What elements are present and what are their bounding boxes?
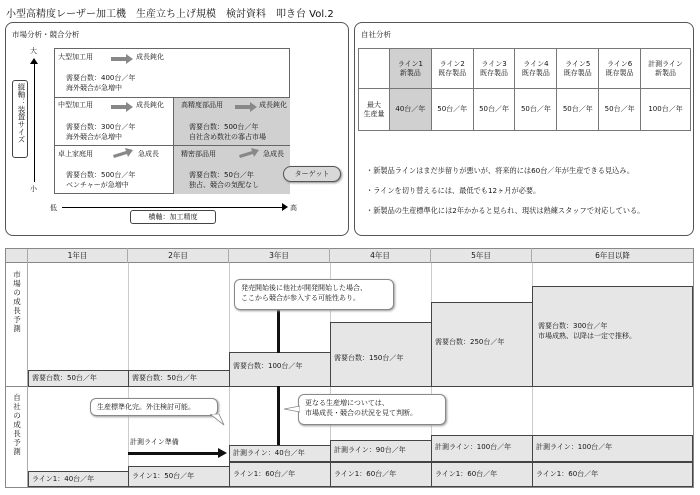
axis-x-arrow — [62, 207, 284, 208]
bubble-further-increase: 更なる生産増については、 市場成長・競合の状況を見て判断。 — [298, 394, 446, 425]
cell-high-precision-trend: 成長鈍化 — [259, 101, 287, 109]
self-note-1: ・新製品ラインはまだ歩留りが悪いが、将来的には60台／年が生産できる見込み。 — [366, 166, 635, 175]
cell-high-precision-note: 自社含め数社の寡占市場 — [189, 133, 266, 141]
prep-arrowhead — [218, 448, 227, 458]
line1-bar-year5: ライン1：60台／年 — [431, 462, 533, 487]
axis-x-arrowhead — [282, 203, 288, 211]
cell-medium-trend: 成長鈍化 — [136, 101, 164, 109]
cell-precision-name: 精密部品用 — [181, 150, 216, 158]
table-header: 計測ライン 新製品 — [641, 49, 691, 89]
table-cell: 50台／年 — [515, 89, 557, 131]
bubble-standardization: 生産標準化完。外注検討可能。 — [90, 398, 218, 416]
cell-large-demand: 需要台数：400台／年 — [66, 74, 136, 82]
demand-bar-year6: 需要台数：300台／年 市場成熟、以降は一定で推移。 — [532, 286, 693, 387]
table-row-label: 最大 生産量 — [359, 89, 390, 131]
line-capacity-table — [358, 48, 691, 131]
prep-label: 計測ライン準備 — [130, 438, 179, 446]
self-panel-label: 自社分析 — [361, 30, 391, 39]
self-note-2: ・ラインを切り替えるには、最低でも12ヶ月が必要。 — [366, 186, 541, 195]
table-cell: 50台／年 — [599, 89, 641, 131]
demand-bar-year1: 需要台数：50台／年 — [28, 370, 129, 387]
page-title: 小型高精度レーザー加工機 生産立ち上げ規模 検討資料 叩き台 Vol.2 — [6, 9, 334, 20]
line1-bar-year1: ライン1：40台／年 — [28, 471, 129, 487]
demand-bar-year3: 需要台数：100台／年 — [229, 352, 331, 387]
arrow-growth-icon — [238, 146, 260, 158]
production-decision-line — [277, 386, 280, 446]
bubble-tail — [210, 414, 226, 426]
cell-precision-note: 独占、競合の気配なし — [189, 181, 259, 189]
cell-large-name: 大型加工用 — [58, 53, 93, 61]
keisoku-bar-year3: 計測ライン：40台／年 — [229, 445, 331, 462]
target-label: ターゲット — [294, 170, 330, 178]
market-panel-label: 市場分析・競合分析 — [12, 30, 80, 39]
table-header: ライン4 既存製品 — [515, 49, 557, 89]
arrow-slow-icon — [110, 100, 134, 112]
cell-desktop-name: 卓上家庭用 — [58, 150, 93, 158]
year-header: 1年目 — [28, 248, 128, 263]
arrow-slow-icon — [234, 100, 258, 112]
cell-high-precision-name: 高精度部品用 — [181, 101, 223, 109]
table-corner — [359, 49, 390, 89]
arrow-growth-icon — [112, 146, 134, 158]
year-header: 4年目 — [330, 248, 431, 263]
year-header: 6年目以降 — [595, 251, 630, 260]
keisoku-bar-year5: 計測ライン：100台／年 — [431, 435, 533, 462]
line1-bar-year4: ライン1：60台／年 — [330, 462, 432, 487]
demand-bar-year2: 需要台数：50台／年 — [128, 370, 230, 387]
competition-entry-line — [277, 310, 280, 353]
bubble-competitor-entry: 発売開始後に他社が開発開始した場合、 ここから競合が参入する可能性あり。 — [234, 279, 394, 310]
arrow-slow-icon — [110, 52, 134, 64]
table-cell: 50台／年 — [473, 89, 515, 131]
axis-y-arrowhead — [30, 58, 38, 64]
table-cell: 50台／年 — [557, 89, 599, 131]
year-header: 2年目 — [128, 248, 229, 263]
cell-desktop-note: ベンチャーが急増中 — [66, 181, 129, 189]
cell-medium-name: 中型加工用 — [58, 101, 93, 109]
table-cell: 40台／年 — [389, 89, 431, 131]
cell-large-note: 海外競合が急増中 — [66, 84, 122, 92]
year-header: 5年目 — [431, 248, 532, 263]
cell-precision-demand: 需要台数：50台／年 — [189, 171, 254, 179]
demand-bar-year4: 需要台数：150台／年 — [330, 322, 432, 387]
keisoku-bar-year4: 計測ライン：90台／年 — [330, 440, 432, 462]
cell-desktop-demand: 需要台数：500台／年 — [66, 171, 136, 179]
axis-x-right: 高 — [290, 204, 297, 212]
cell-desktop-trend: 急成長 — [138, 150, 159, 158]
axis-y-top: 大 — [30, 47, 37, 55]
market-forecast-label: 市場の成長予測 — [13, 270, 21, 333]
self-forecast-label: 自社の成長予測 — [13, 393, 21, 456]
table-cell: 100台／年 — [641, 89, 691, 131]
cell-medium-note: 海外競合が急増中 — [66, 133, 122, 141]
axis-x-label: 横軸：加工精度 — [148, 213, 198, 221]
line1-bar-year3: ライン1：60台／年 — [229, 462, 331, 487]
axis-y-arrow — [34, 62, 35, 182]
line1-bar-year2: ライン1：50台／年 — [128, 466, 230, 487]
axis-x-left: 低 — [50, 204, 57, 212]
table-header: ライン2 既存製品 — [431, 49, 473, 89]
axis-y-label: 縦軸：装置サイズ — [17, 83, 26, 143]
table-header: ライン3 既存製品 — [473, 49, 515, 89]
table-header: ライン6 既存製品 — [599, 49, 641, 89]
table-cell: 50台／年 — [431, 89, 473, 131]
keisoku-bar-year6: 計測ライン：100台／年 — [532, 435, 693, 462]
line1-bar-year6: ライン1：60台／年 — [532, 462, 693, 487]
demand-bar-year5: 需要台数：250台／年 — [431, 302, 533, 387]
table-header: ライン5 既存製品 — [557, 49, 599, 89]
prep-arrow-line — [128, 452, 220, 455]
bubble-tail — [284, 404, 300, 414]
year-header: 3年目 — [229, 248, 330, 263]
cell-medium-demand: 需要台数：300台／年 — [66, 123, 136, 131]
axis-y-bottom: 小 — [30, 185, 37, 193]
cell-high-precision-demand: 需要台数：500台／年 — [189, 123, 259, 131]
table-header: ライン1 新製品 — [389, 49, 431, 89]
self-note-3: ・新製品の生産標準化には2年かかると見られ、現状は熟練スタッフで対応している。 — [366, 206, 645, 215]
cell-large-trend: 成長鈍化 — [136, 53, 164, 61]
cell-precision-trend: 急成長 — [263, 150, 284, 158]
